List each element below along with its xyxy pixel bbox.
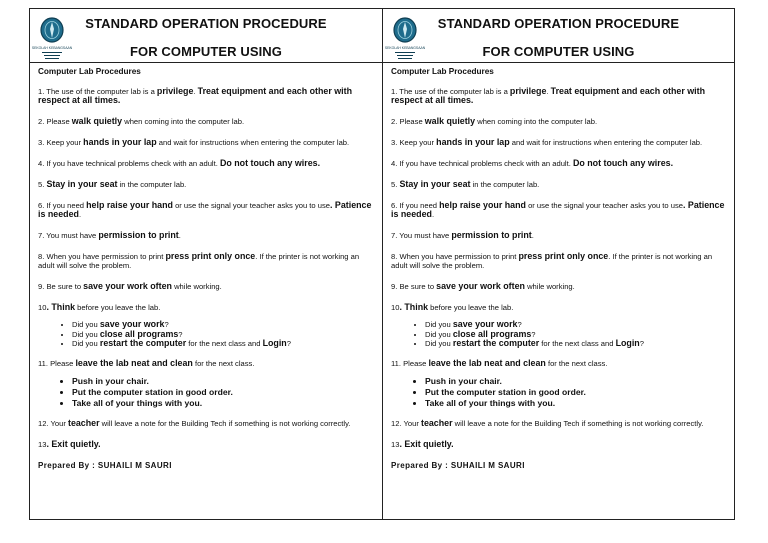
procedure-item-9: 9. Be sure to save your work often while working. — [38, 281, 222, 291]
prepared-by: Prepared By : SUHAILI M SAURI — [38, 460, 172, 470]
procedure-item-2: 2. Please walk quietly when coming into the computer lab. — [391, 116, 598, 126]
procedure-item-5: 5. Stay in your seat in the computer lab. — [38, 179, 187, 189]
sop-panel-left — [30, 9, 383, 519]
procedure-item-5: 5. Stay in your seat in the computer lab. — [391, 179, 540, 189]
think-checklist — [38, 320, 374, 349]
procedure-item-13: 13. Exit quietly. — [391, 438, 454, 449]
procedure-item-13: 13. Exit quietly. — [38, 438, 101, 449]
procedure-item-8: 8. When you have permission to print press print only once. If the printer is not working an adult will solve the problem. — [391, 251, 713, 270]
list-item: • Did you restart the computer for the next class and Login? — [425, 339, 726, 349]
list-item: • Did you save your work? — [72, 320, 374, 330]
list-item: • Did you save your work? — [425, 320, 726, 330]
procedures-content — [383, 63, 734, 470]
cleanup-checklist — [38, 376, 374, 409]
prepared-by: Prepared By : SUHAILI M SAURI — [391, 460, 525, 470]
procedure-item-3: 3. Keep your hands in your lap and wait for instructions when entering the computer lab. — [391, 137, 703, 147]
procedure-item-6: 6. If you need help raise your hand or use the signal your teacher asks you to use. Patience is needed. — [391, 200, 725, 219]
procedures-content — [30, 63, 382, 470]
procedure-item-12: 12. Your teacher will leave a note for the Building Tech if something is not working correctly. — [38, 417, 351, 428]
section-heading: Computer Lab Procedures — [38, 67, 141, 76]
procedure-item-1: 1. The use of the computer lab is a privilege. Treat equipment and each other with respect at all times. — [391, 86, 706, 105]
title-line-1: STANDARD OPERATION PROCEDURE — [85, 16, 327, 31]
panel-header — [383, 9, 734, 63]
sop-sheet — [29, 8, 735, 520]
panel-header — [30, 9, 382, 63]
title-line-2: FOR COMPUTER USING — [482, 44, 635, 59]
procedure-item-3: 3. Keep your hands in your lap and wait for instructions when entering the computer lab. — [38, 137, 350, 147]
sop-panel-right — [383, 9, 734, 519]
procedure-item-11: 11. Please leave the lab neat and clean for the next class. — [391, 357, 608, 368]
list-item: • Take all of your things with you. — [72, 398, 374, 409]
svg-text:SEKOLAH KEBANGSAAN: SEKOLAH KEBANGSAAN — [31, 46, 73, 50]
list-item: • Take all of your things with you. — [425, 398, 726, 409]
list-item: • Did you close all programs? — [425, 330, 726, 340]
procedure-item-7: 7. You must have permission to print. — [391, 230, 534, 240]
think-checklist — [391, 320, 726, 349]
svg-text:SEKOLAH KEBANGSAAN: SEKOLAH KEBANGSAAN — [384, 46, 426, 50]
cleanup-checklist — [391, 376, 726, 409]
procedure-item-11: 11. Please leave the lab neat and clean for the next class. — [38, 357, 255, 368]
list-item: • Did you close all programs? — [72, 330, 374, 340]
list-item: • Did you restart the computer for the next class and Login? — [72, 339, 374, 349]
procedure-item-6: 6. If you need help raise your hand or use the signal your teacher asks you to use. Patience is needed. — [38, 200, 372, 219]
list-item: • Put the computer station in good order. — [72, 387, 374, 398]
procedure-item-1: 1. The use of the computer lab is a privilege. Treat equipment and each other with respect at all times. — [38, 86, 353, 105]
list-item: • Push in your chair. — [72, 376, 374, 387]
procedure-item-4: 4. If you have technical problems check with an adult. Do not touch any wires. — [38, 158, 321, 168]
procedure-item-10: 10. Think before you leave the lab. — [391, 302, 514, 312]
section-heading: Computer Lab Procedures — [391, 67, 494, 76]
procedure-item-12: 12. Your teacher will leave a note for the Building Tech if something is not working correctly. — [391, 417, 704, 428]
list-item: • Put the computer station in good order. — [425, 387, 726, 398]
procedure-item-7: 7. You must have permission to print. — [38, 230, 181, 240]
title-line-1: STANDARD OPERATION PROCEDURE — [437, 16, 680, 31]
list-item: • Push in your chair. — [425, 376, 726, 387]
procedure-item-9: 9. Be sure to save your work often while working. — [391, 281, 575, 291]
procedure-item-10: 10. Think before you leave the lab. — [38, 302, 161, 312]
procedure-item-4: 4. If you have technical problems check with an adult. Do not touch any wires. — [391, 158, 674, 168]
title-line-2: FOR COMPUTER USING — [129, 44, 283, 59]
procedure-item-2: 2. Please walk quietly when coming into the computer lab. — [38, 116, 245, 126]
procedure-item-8: 8. When you have permission to print press print only once. If the printer is not working an adult will solve the problem. — [38, 251, 360, 270]
